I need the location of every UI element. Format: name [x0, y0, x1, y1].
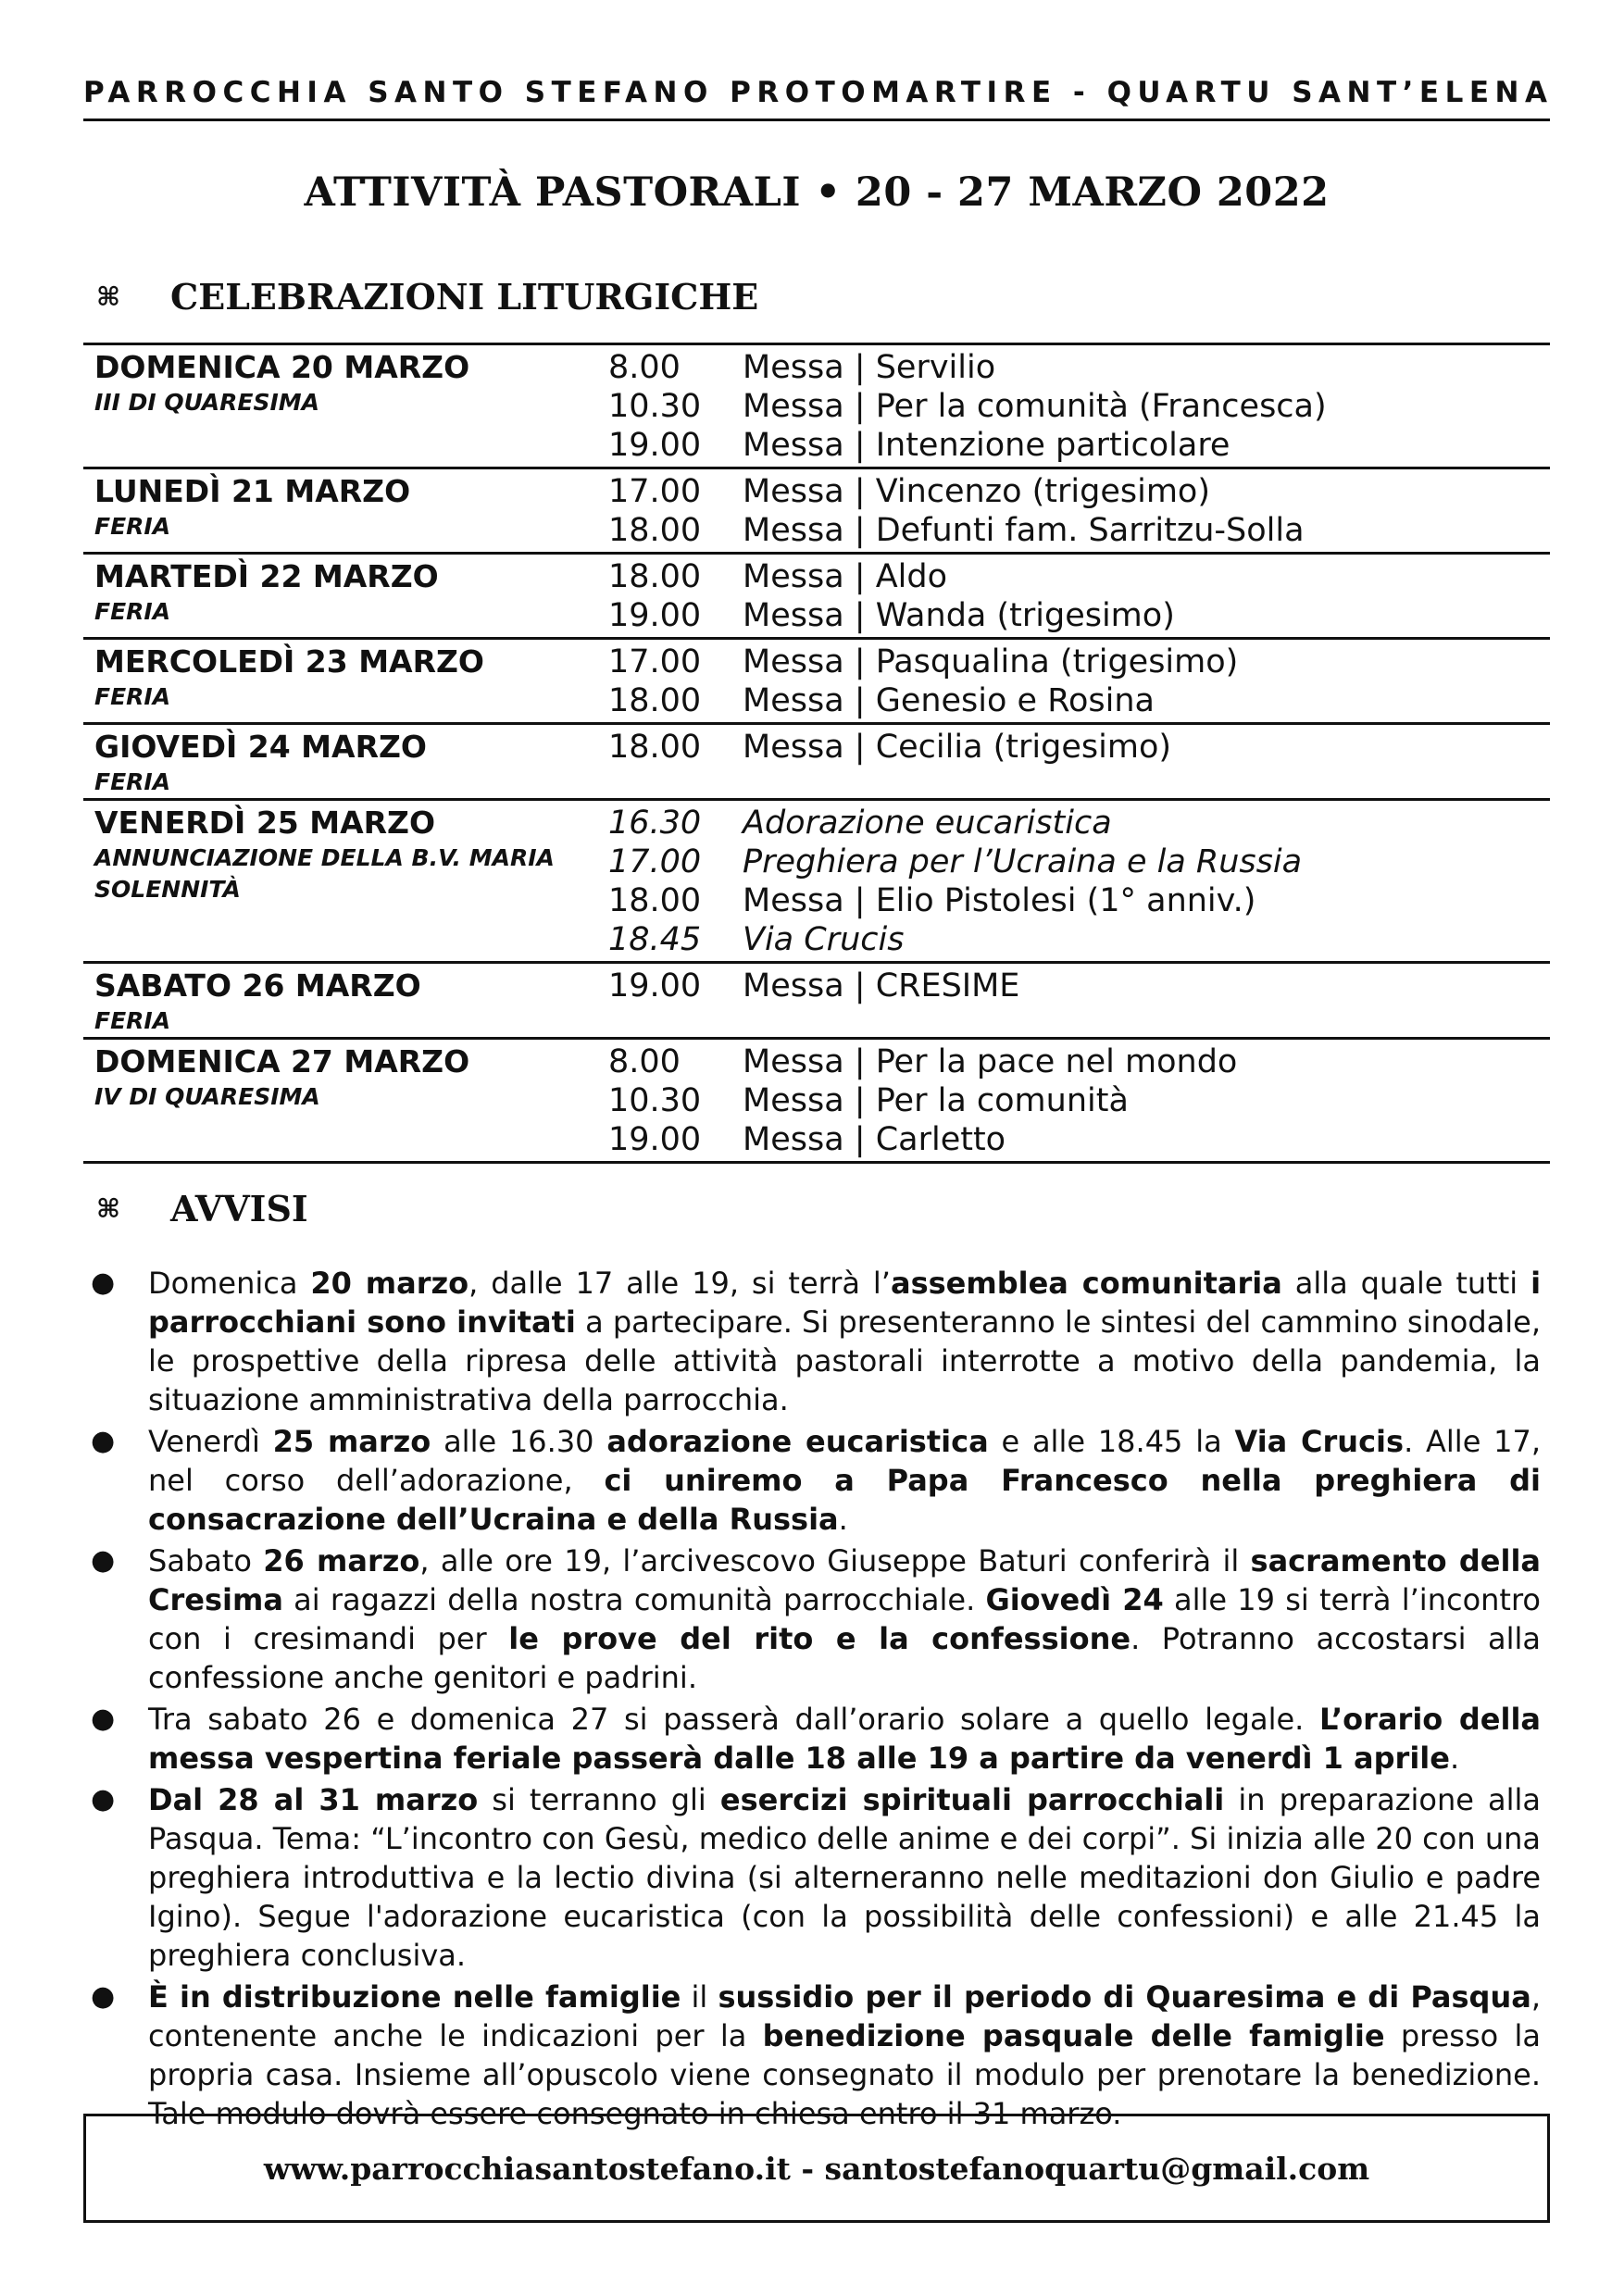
slot-time: 18.00 — [608, 512, 702, 549]
notice-emphasis: adorazione eucaristica — [606, 1424, 989, 1459]
slot-event: Messa | Carletto — [743, 1121, 1006, 1158]
notice-text: si terranno gli — [478, 1782, 720, 1817]
day-name: GIOVEDÌ 24 MARZO — [94, 729, 427, 765]
day-name: MERCOLEDÌ 23 MARZO — [94, 643, 484, 680]
liturgy-schedule-table — [83, 343, 1550, 1164]
notice-emphasis: 20 marzo — [310, 1266, 469, 1301]
schedule-row — [83, 468, 1550, 554]
notice-text: . — [838, 1502, 848, 1537]
notice-emphasis: 25 marzo — [272, 1424, 431, 1459]
notice-text: Venerdì — [148, 1424, 273, 1459]
slot-event: Messa | Elio Pistolesi (1° anniv.) — [743, 882, 1256, 919]
schedule-row — [83, 639, 1550, 724]
notice-emphasis: Via Crucis — [1234, 1424, 1405, 1459]
slot-time: 8.00 — [608, 349, 681, 386]
day-name: DOMENICA 20 MARZO — [94, 349, 470, 385]
slot-event: Messa | Servilio — [743, 349, 996, 386]
footer-box — [83, 2114, 1550, 2223]
liturgical-day: FERIA — [94, 768, 171, 795]
notice-emphasis: assemblea comunitaria — [890, 1266, 1282, 1301]
cross-icon: ⌘ — [96, 281, 120, 312]
notice-item — [91, 1541, 1541, 1697]
notice-text: . — [1449, 1741, 1460, 1776]
schedule-row — [83, 724, 1550, 800]
liturgical-day: FERIA — [94, 1007, 171, 1034]
liturgical-day: FERIA — [94, 513, 171, 540]
slot-time: 10.30 — [608, 388, 702, 425]
notice-text: in preparazione alla Pasqua. Tema: “L’incontro con Gesù, medico delle anime e dei corpi”. Si inizia alle 20 con una preghiera introduttiva e la lectio divina (si alterneranno nelle meditazioni don Giulio e padre Igino). Segue l'adorazione eucaristica (con la possibilità delle confessioni) e alle 21.45 la preghiera conclusiva. — [148, 1782, 1542, 1973]
liturgical-day: IV DI QUARESIMA — [94, 1083, 320, 1110]
slot-event: Messa | Vincenzo (trigesimo) — [743, 473, 1211, 510]
slot-time: 16.30 — [608, 805, 702, 842]
notice-emphasis: esercizi spirituali parrocchiali — [719, 1782, 1225, 1817]
slot-time: 18.00 — [608, 682, 702, 719]
day-name: VENERDÌ 25 MARZO — [94, 805, 435, 841]
slot-time: 18.00 — [608, 729, 702, 766]
bullet-icon: ● — [91, 1783, 116, 1816]
slot-time: 19.00 — [608, 597, 702, 634]
notice-emphasis: Giovedì 24 — [985, 1582, 1164, 1617]
schedule-row — [83, 554, 1550, 639]
notice-emphasis: ci uniremo a Papa Francesco nella preghiera di consacrazione dell’Ucraina e della Russia — [148, 1463, 1542, 1537]
slot-time: 18.00 — [608, 882, 702, 919]
slot-event: Messa | Genesio e Rosina — [743, 682, 1155, 719]
day-cell — [83, 344, 608, 468]
notice-text: a partecipare. Si presenteranno le sintesi del cammino sinodale, le prospettive della ripresa delle attività pastorali interrotte a motivo della pandemia, la situazione amministrativa della parrocchia. — [148, 1304, 1542, 1417]
day-cell — [83, 724, 608, 800]
liturgical-day: ANNUNCIAZIONE DELLA B.V. MARIA — [94, 844, 555, 871]
day-name: SABATO 26 MARZO — [94, 967, 421, 1004]
slot-event: Messa | Intenzione particolare — [743, 427, 1230, 464]
notice-text: Sabato — [148, 1543, 264, 1578]
slot-event: Messa | Per la comunità — [743, 1082, 1129, 1119]
slot-time: 17.00 — [608, 473, 702, 510]
notice-text: il — [681, 1979, 718, 2015]
notice-emphasis: L’orario della messa vespertina feriale passerà dalle 18 alle 19 a partire da venerdì 1 aprile — [148, 1702, 1542, 1776]
notice-emphasis: 26 marzo — [263, 1543, 420, 1578]
notice-text: Domenica — [148, 1266, 311, 1301]
bullet-icon: ● — [91, 1425, 116, 1457]
slot-event: Via Crucis — [743, 921, 905, 958]
slot-event: Messa | Defunti fam. Sarritzu-Solla — [743, 512, 1305, 549]
schedule-row — [83, 800, 1550, 963]
liturgical-day: III DI QUARESIMA — [94, 389, 320, 416]
notice-item — [91, 1780, 1541, 1975]
schedule-row — [83, 1039, 1550, 1163]
notice-text: alla quale tutti — [1281, 1266, 1531, 1301]
section-title: AVVISI — [170, 1188, 308, 1229]
notice-emphasis: Dal 28 al 31 marzo — [148, 1782, 479, 1817]
notice-text: , dalle 17 alle 19, si terrà l’ — [468, 1266, 891, 1301]
parish-header: PARROCCHIA SANTO STEFANO PROTOMARTIRE - QUARTU SANT’ELENA — [83, 76, 1554, 109]
notice-emphasis: È in distribuzione nelle famiglie — [148, 1979, 681, 2015]
slot-event: Adorazione eucaristica — [743, 805, 1112, 842]
slot-time: 19.00 — [608, 1121, 702, 1158]
slot-time: 19.00 — [608, 427, 702, 464]
bullet-icon: ● — [91, 1980, 116, 2013]
notice-item — [91, 1978, 1541, 2133]
notice-emphasis: sussidio per il periodo di Quaresima e di Pasqua — [718, 1979, 1531, 2015]
slot-time: 8.00 — [608, 1043, 681, 1080]
slot-event: Messa | Wanda (trigesimo) — [743, 597, 1175, 634]
notice-text: alle 19 si terrà l’incontro con i cresimandi per — [148, 1582, 1542, 1656]
notice-emphasis: sacramento della Cresima — [148, 1543, 1542, 1617]
notice-text: e alle 18.45 la — [988, 1424, 1235, 1459]
slot-time: 17.00 — [608, 643, 702, 680]
section-heading-notices — [96, 1188, 308, 1229]
slot-event: Preghiera per l’Ucraina e la Russia — [743, 843, 1303, 880]
bullet-icon: ● — [91, 1703, 116, 1735]
slot-time: 18.00 — [608, 558, 702, 595]
notice-item — [91, 1264, 1541, 1419]
day-name: MARTEDÌ 22 MARZO — [94, 558, 439, 594]
notice-emphasis: le prove del rito e la confessione — [508, 1621, 1131, 1656]
day-cell — [83, 639, 608, 724]
slot-event: Messa | Cecilia (trigesimo) — [743, 729, 1172, 766]
notice-text: , alle ore 19, l’arcivescovo Giuseppe Baturi conferirà il — [419, 1543, 1251, 1578]
page-title: ATTIVITÀ PASTORALI • 20 - 27 MARZO 2022 — [304, 169, 1330, 216]
notice-text: presso la propria casa. Insieme all’opuscolo viene consegnato il modulo per prenotare la benedizione. Tale modulo dovrà essere consegnato in chiesa entro il 31 marzo. — [148, 2018, 1542, 2131]
notice-text: Tra sabato 26 e domenica 27 si passerà dall’orario solare a quello legale. — [148, 1702, 1319, 1737]
notice-text: ai ragazzi della nostra comunità parrocchiale. — [282, 1582, 986, 1617]
notice-text: . Potranno accostarsi alla confessione anche genitori e padrini. — [148, 1621, 1542, 1695]
liturgical-day: SOLENNITÀ — [94, 876, 241, 903]
day-name: DOMENICA 27 MARZO — [94, 1043, 470, 1079]
liturgical-day: FERIA — [94, 598, 171, 625]
section-title: CELEBRAZIONI LITURGICHE — [170, 276, 759, 318]
day-cell — [83, 1039, 608, 1163]
slot-event: Messa | Per la comunità (Francesca) — [743, 388, 1327, 425]
notices-list — [91, 1264, 1541, 2136]
slot-time: 17.00 — [608, 843, 702, 880]
slot-event: Messa | Aldo — [743, 558, 947, 595]
header-divider — [83, 119, 1550, 121]
bullet-icon: ● — [91, 1544, 116, 1577]
notice-text: alle 16.30 — [431, 1424, 607, 1459]
footer-contacts: www.parrocchiasantostefano.it - santostefanoquartu@gmail.com — [263, 2150, 1370, 2187]
section-heading-liturgy — [96, 276, 758, 318]
slot-time: 10.30 — [608, 1082, 702, 1119]
schedule-row — [83, 344, 1550, 468]
notice-emphasis: benedizione pasquale delle famiglie — [762, 2018, 1385, 2053]
day-cell — [83, 554, 608, 639]
slot-time: 18.45 — [608, 921, 702, 958]
day-cell — [83, 468, 608, 554]
schedule-row — [83, 963, 1550, 1039]
bullet-icon: ● — [91, 1267, 116, 1299]
notice-text: . Alle 17, nel corso dell’adorazione, — [148, 1424, 1542, 1498]
day-cell — [83, 963, 608, 1039]
notice-item — [91, 1700, 1541, 1778]
slot-event: Messa | Pasqualina (trigesimo) — [743, 643, 1239, 680]
notice-item — [91, 1422, 1541, 1539]
cross-icon: ⌘ — [96, 1193, 120, 1224]
liturgical-day: FERIA — [94, 683, 171, 710]
notice-text: , contenente anche le indicazioni per la — [148, 1979, 1541, 2053]
slot-time: 19.00 — [608, 967, 702, 1004]
slot-event: Messa | CRESIME — [743, 967, 1020, 1004]
day-name: LUNEDÌ 21 MARZO — [94, 473, 411, 509]
slot-event: Messa | Per la pace nel mondo — [743, 1043, 1238, 1080]
day-cell — [83, 800, 608, 963]
notice-emphasis: i parrocchiani sono invitati — [148, 1266, 1542, 1340]
